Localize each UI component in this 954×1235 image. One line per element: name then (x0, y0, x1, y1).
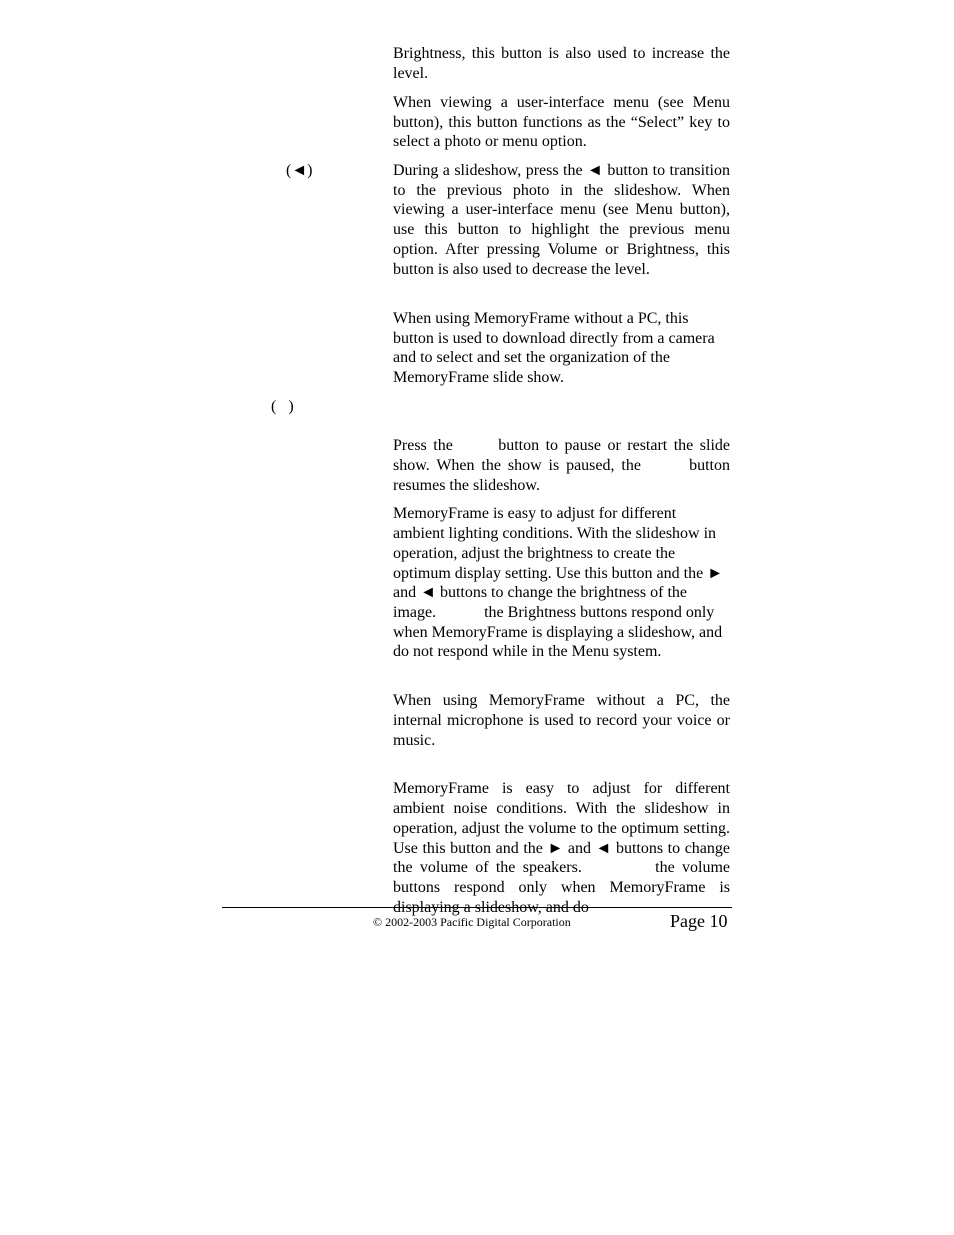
paragraph-previous-photo (393, 161, 730, 279)
left-arrow-button-label: (◄) (286, 162, 313, 179)
paragraph-download-camera (393, 309, 730, 388)
paragraph-text: When using MemoryFrame without a PC, this button is used to download directly from a camera and to select and set the organization of the MemoryFrame slide show. (393, 310, 715, 387)
page-number: Page 10 (670, 911, 728, 931)
paragraph-brightness-increase (393, 44, 730, 83)
footer-divider (222, 907, 732, 908)
pause-button-label: ( ) (271, 398, 294, 415)
footer-copyright: © 2002-2003 Pacific Digital Corporation (373, 915, 571, 929)
paragraph-text: Brightness, this button is also used to increase the level. (393, 45, 730, 82)
paragraph-text: When viewing a user-interface menu (see Menu button), this button functions as the “Select” key to select a photo or menu option. (393, 94, 730, 151)
paragraph-text: Press the button to pause or restart the slide show. When the show is paused, the button resumes the slideshow. (393, 437, 734, 494)
paragraph-text: When using MemoryFrame without a PC, the internal microphone is used to record your voice or music. (393, 692, 738, 749)
paragraph-text: MemoryFrame is easy to adjust for different ambient lighting conditions. With the slideshow in operation, adjust the brightness to create the optimum display setting. Use this button and the ► and ◄ buttons to change the brightness of the image. the Brightness buttons respond only when MemoryFrame is displaying a slideshow, and do not respond while in the Menu system. (393, 505, 728, 661)
paragraph-text: MemoryFrame is easy to adjust for different ambient noise conditions. With the slideshow in operation, adjust the volume to the optimum setting. Use this button and the ► and ◄ buttons to change the volume of the speakers. the volume buttons respond only when MemoryFrame is displaying a slideshow, and do (393, 780, 734, 916)
paragraph-select-key (393, 93, 730, 152)
paragraph-text: During a slideshow, press the ◄ button to transition to the previous photo in the slideshow. When viewing a user-interface menu (see Menu button), use this button to highlight the previous menu option. After pressing Volume or Brightness, this button is also used to decrease the level. (393, 162, 730, 278)
